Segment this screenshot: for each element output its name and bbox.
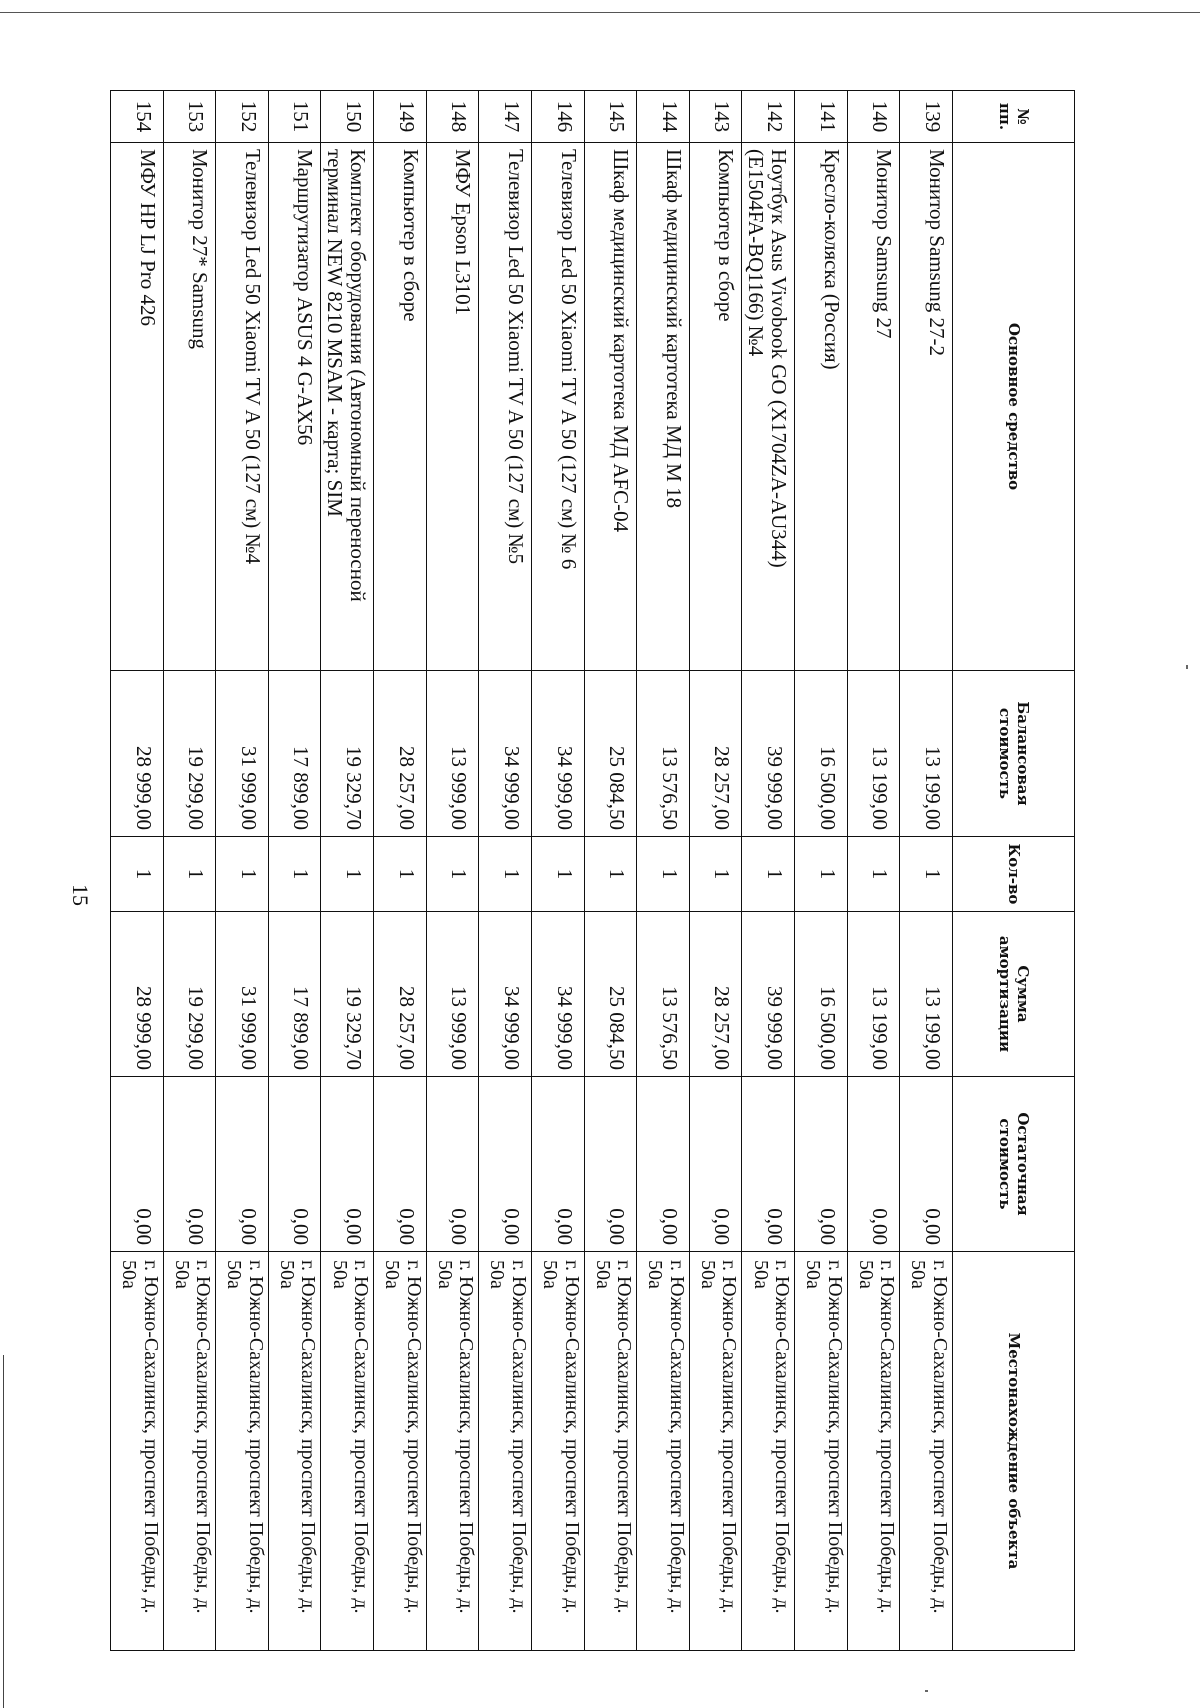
cell-asset-name: МФУ HP LJ Pro 426: [111, 143, 164, 671]
cell-amortization: 13 199,00: [847, 912, 900, 1077]
cell-location: г. Южно-Сахалинск, проспект Победы, д. 50а: [163, 1252, 216, 1651]
cell-balance-value: 28 257,00: [689, 671, 742, 837]
header-amortization: Сумма амортизации: [953, 912, 1075, 1077]
cell-number: 140: [847, 91, 900, 143]
cell-number: 154: [111, 91, 164, 143]
cell-location: г. Южно-Сахалинск, проспект Победы, д. 50а: [742, 1252, 795, 1651]
cell-quantity: 1: [900, 837, 953, 912]
cell-quantity: 1: [847, 837, 900, 912]
cell-balance-value: 13 576,50: [637, 671, 690, 837]
cell-asset-name: Компьютер в сборе: [374, 143, 427, 671]
cell-amortization: 28 999,00: [111, 912, 164, 1077]
cell-balance-value: 31 999,00: [216, 671, 269, 837]
cell-number: 149: [374, 91, 427, 143]
cell-residual-value: 0,00: [795, 1077, 848, 1252]
cell-residual-value: 0,00: [584, 1077, 637, 1252]
table-row: [479, 91, 532, 1651]
cell-residual-value: 0,00: [847, 1077, 900, 1252]
cell-balance-value: 13 999,00: [426, 671, 479, 837]
header-number: № пп.: [953, 91, 1075, 143]
cell-residual-value: 0,00: [111, 1077, 164, 1252]
cell-asset-name: Шкаф медицинский картотека МД AFC-04: [584, 143, 637, 671]
cell-asset-name: Компьютер в сборе: [689, 143, 742, 671]
table-row: [900, 91, 953, 1651]
cell-residual-value: 0,00: [689, 1077, 742, 1252]
cell-balance-value: 34 999,00: [532, 671, 585, 837]
cell-asset-name: Монитор Samsung 27: [847, 143, 900, 671]
cell-quantity: 1: [216, 837, 269, 912]
cell-number: 146: [532, 91, 585, 143]
cell-residual-value: 0,00: [268, 1077, 321, 1252]
cell-residual-value: 0,00: [479, 1077, 532, 1252]
header-residual-value: Остаточная стоимость: [953, 1077, 1075, 1252]
cell-residual-value: 0,00: [532, 1077, 585, 1252]
cell-number: 142: [742, 91, 795, 143]
cell-quantity: 1: [268, 837, 321, 912]
cell-balance-value: 19 329,70: [321, 671, 374, 837]
cell-quantity: 1: [584, 837, 637, 912]
scan-speck: [1186, 665, 1188, 669]
scan-edge-line: [3, 1355, 4, 1708]
table-row: [163, 91, 216, 1651]
cell-number: 141: [795, 91, 848, 143]
table-row: [742, 91, 795, 1651]
cell-balance-value: 19 299,00: [163, 671, 216, 837]
rotated-document-page: [68, 60, 1095, 1670]
cell-quantity: 1: [742, 837, 795, 912]
cell-residual-value: 0,00: [163, 1077, 216, 1252]
cell-amortization: 13 999,00: [426, 912, 479, 1077]
cell-balance-value: 17 899,00: [268, 671, 321, 837]
cell-quantity: 1: [637, 837, 690, 912]
header-quantity: Кол-во: [953, 837, 1075, 912]
table-row: [847, 91, 900, 1651]
cell-balance-value: 28 999,00: [111, 671, 164, 837]
cell-amortization: 31 999,00: [216, 912, 269, 1077]
cell-balance-value: 34 999,00: [479, 671, 532, 837]
cell-residual-value: 0,00: [426, 1077, 479, 1252]
cell-amortization: 19 299,00: [163, 912, 216, 1077]
cell-number: 152: [216, 91, 269, 143]
cell-location: г. Южно-Сахалинск, проспект Победы, д. 50а: [321, 1252, 374, 1651]
cell-location: г. Южно-Сахалинск, проспект Победы, д. 50а: [216, 1252, 269, 1651]
scan-edge-line: [0, 12, 1200, 13]
cell-asset-name: Монитор 27* Samsung: [163, 143, 216, 671]
cell-location: г. Южно-Сахалинск, проспект Победы, д. 50а: [268, 1252, 321, 1651]
cell-asset-name: Телевизор Led 50 Xiaomi TV A 50 (127 см) №4: [216, 143, 269, 671]
table-row: [584, 91, 637, 1651]
cell-number: 148: [426, 91, 479, 143]
cell-quantity: 1: [689, 837, 742, 912]
cell-amortization: 13 199,00: [900, 912, 953, 1077]
cell-number: 144: [637, 91, 690, 143]
cell-quantity: 1: [111, 837, 164, 912]
cell-location: г. Южно-Сахалинск, проспект Победы, д. 50а: [111, 1252, 164, 1651]
cell-amortization: 13 576,50: [637, 912, 690, 1077]
cell-asset-name: Ноутбук Asus Vivobook GO (X1704ZA-AU344) (E1504FA-BQ1166) №4: [742, 143, 795, 671]
cell-asset-name: Маршрутизатор ASUS 4 G-AX56: [268, 143, 321, 671]
cell-location: г. Южно-Сахалинск, проспект Победы, д. 50а: [795, 1252, 848, 1651]
cell-residual-value: 0,00: [374, 1077, 427, 1252]
table-row: [321, 91, 374, 1651]
page-number: 15: [68, 884, 93, 906]
cell-amortization: 34 999,00: [479, 912, 532, 1077]
cell-amortization: 17 899,00: [268, 912, 321, 1077]
cell-residual-value: 0,00: [216, 1077, 269, 1252]
cell-location: г. Южно-Сахалинск, проспект Победы, д. 50а: [847, 1252, 900, 1651]
cell-number: 150: [321, 91, 374, 143]
cell-amortization: 16 500,00: [795, 912, 848, 1077]
cell-balance-value: 16 500,00: [795, 671, 848, 837]
cell-balance-value: 13 199,00: [900, 671, 953, 837]
cell-number: 153: [163, 91, 216, 143]
cell-amortization: 34 999,00: [532, 912, 585, 1077]
header-location: Местонахождение объекта: [953, 1252, 1075, 1651]
cell-residual-value: 0,00: [742, 1077, 795, 1252]
cell-amortization: 25 084,50: [584, 912, 637, 1077]
cell-quantity: 1: [479, 837, 532, 912]
cell-quantity: 1: [163, 837, 216, 912]
cell-amortization: 39 999,00: [742, 912, 795, 1077]
cell-asset-name: Телевизор Led 50 Xiaomi TV A 50 (127 см) № 6: [532, 143, 585, 671]
table-row: [111, 91, 164, 1651]
cell-residual-value: 0,00: [637, 1077, 690, 1252]
table-row: [374, 91, 427, 1651]
cell-asset-name: Шкаф медицинский картотека МД М 18: [637, 143, 690, 671]
table-header-row: [953, 91, 1075, 1651]
table-row: [689, 91, 742, 1651]
table-row: [268, 91, 321, 1651]
cell-location: г. Южно-Сахалинск, проспект Победы, д. 50а: [479, 1252, 532, 1651]
cell-number: 143: [689, 91, 742, 143]
cell-number: 151: [268, 91, 321, 143]
cell-asset-name: Телевизор Led 50 Xiaomi TV A 50 (127 см) №5: [479, 143, 532, 671]
cell-amortization: 19 329,70: [321, 912, 374, 1077]
scan-speck: [925, 1690, 928, 1692]
cell-quantity: 1: [532, 837, 585, 912]
cell-location: г. Южно-Сахалинск, проспект Победы, д. 50а: [532, 1252, 585, 1651]
cell-balance-value: 39 999,00: [742, 671, 795, 837]
cell-number: 139: [900, 91, 953, 143]
table-row: [795, 91, 848, 1651]
cell-asset-name: Кресло-коляска (Россия): [795, 143, 848, 671]
cell-location: г. Южно-Сахалинск, проспект Победы, д. 50а: [374, 1252, 427, 1651]
table-row: [637, 91, 690, 1651]
cell-asset-name: Монитор Samsung 27-2: [900, 143, 953, 671]
cell-quantity: 1: [374, 837, 427, 912]
cell-quantity: 1: [426, 837, 479, 912]
table-row: [426, 91, 479, 1651]
cell-balance-value: 28 257,00: [374, 671, 427, 837]
cell-residual-value: 0,00: [321, 1077, 374, 1252]
table-row: [532, 91, 585, 1651]
cell-asset-name: МФУ Epson L3101: [426, 143, 479, 671]
cell-quantity: 1: [321, 837, 374, 912]
header-asset: Основное средство: [953, 143, 1075, 671]
cell-location: г. Южно-Сахалинск, проспект Победы, д. 50а: [584, 1252, 637, 1651]
asset-inventory-table: [110, 90, 1075, 1651]
cell-amortization: 28 257,00: [689, 912, 742, 1077]
cell-number: 147: [479, 91, 532, 143]
cell-location: г. Южно-Сахалинск, проспект Победы, д. 50а: [689, 1252, 742, 1651]
header-balance-value: Балансовая стоимость: [953, 671, 1075, 837]
cell-location: г. Южно-Сахалинск, проспект Победы, д. 50а: [637, 1252, 690, 1651]
cell-amortization: 28 257,00: [374, 912, 427, 1077]
cell-balance-value: 13 199,00: [847, 671, 900, 837]
cell-number: 145: [584, 91, 637, 143]
cell-quantity: 1: [795, 837, 848, 912]
cell-residual-value: 0,00: [900, 1077, 953, 1252]
cell-balance-value: 25 084,50: [584, 671, 637, 837]
cell-location: г. Южно-Сахалинск, проспект Победы, д. 50а: [900, 1252, 953, 1651]
table-row: [216, 91, 269, 1651]
cell-asset-name: Комплект оборудования (Автономный переносной терминал NEW 8210 MSAM - карта; SIM: [321, 143, 374, 671]
cell-location: г. Южно-Сахалинск, проспект Победы, д. 50а: [426, 1252, 479, 1651]
